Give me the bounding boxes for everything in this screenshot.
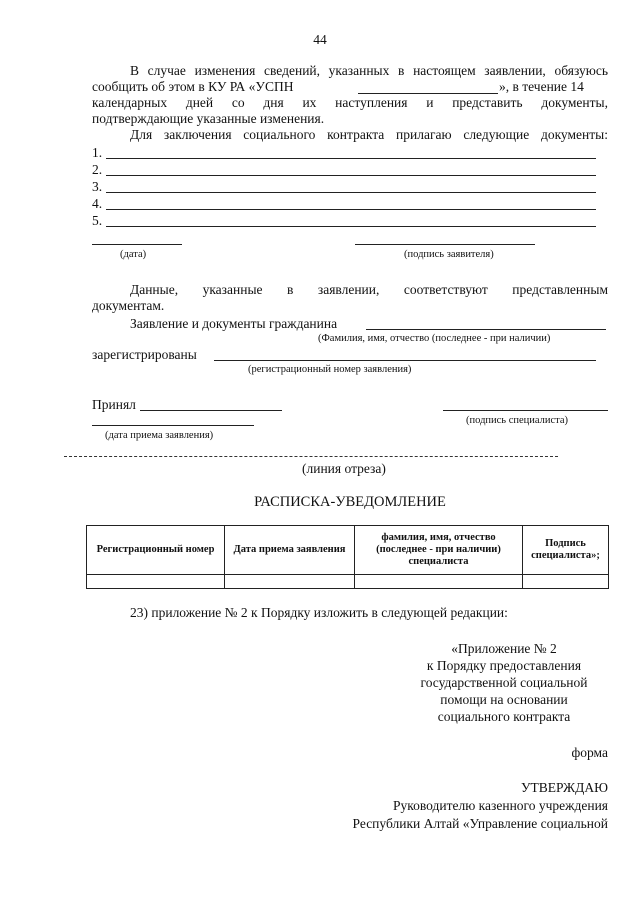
header-registration-number: Регистрационный номер: [87, 526, 225, 575]
approve-line-2: Республики Алтай «Управление социальной: [352, 816, 608, 831]
paragraph-line-1: В случае изменения сведений, указанных в настоящем заявлении, обязуюсь: [130, 63, 608, 78]
citizen-name-line: [366, 329, 606, 330]
paragraph-line-2a: сообщить об этом в КУ РА «УСПН: [92, 79, 294, 94]
date-line: [92, 244, 182, 245]
approve-line-1: Руководителю казенного учреждения: [392, 798, 608, 813]
accepted-label: Принял: [92, 397, 136, 412]
header-specialist-signature: Подпись специалиста»;: [523, 526, 609, 575]
registered-label: зарегистрированы: [92, 347, 197, 362]
page-number: 44: [313, 32, 327, 47]
attachment-number: 1.: [92, 145, 103, 160]
table-cell: [355, 575, 523, 589]
registration-number-caption: (регистрационный номер заявления): [248, 364, 412, 375]
accepted-by-line: [140, 410, 282, 411]
applicant-signature-line: [355, 244, 535, 245]
attachment-number: 2.: [92, 162, 103, 177]
appendix-line-4: помощи на основании: [440, 692, 568, 707]
attachment-line: [106, 226, 596, 227]
item-23: 23) приложение № 2 к Порядку изложить в следующей редакции:: [130, 605, 508, 620]
approve-title: УТВЕРЖДАЮ: [520, 780, 608, 795]
attachment-line: [106, 192, 596, 193]
appendix-line-3: государственной социальной: [420, 675, 588, 690]
specialist-signature-caption: (подпись специалиста): [466, 415, 569, 426]
attachment-line: [106, 158, 596, 159]
specialist-signature-line: [443, 410, 608, 411]
receipt-table: [86, 525, 609, 589]
registration-number-line: [214, 360, 596, 361]
table-row: [87, 575, 609, 589]
receipt-title: РАСПИСКА-УВЕДОМЛЕНИЕ: [254, 494, 446, 510]
header-specialist-name: фамилия, имя, отчество (последнее - при наличии) специалиста: [355, 526, 523, 575]
form-label: форма: [571, 745, 608, 760]
attachment-line: [106, 175, 596, 176]
cut-line-caption: (линия отреза): [302, 461, 386, 476]
attachment-line: [106, 209, 596, 210]
cut-line: [64, 456, 558, 457]
fio-caption: (Фамилия, имя, отчество (последнее - при наличии): [318, 333, 551, 344]
appendix-line-2: к Порядку предоставления: [426, 658, 582, 673]
paragraph-line-2b: », в течение 14: [499, 79, 584, 94]
paragraph-line-3: календарных дней со дня их наступления и представить документы,: [92, 95, 608, 110]
date-caption: (дата): [120, 249, 147, 260]
data-match-line-1: Данные, указанные в заявлении, соответствуют представленным: [130, 282, 608, 297]
attachment-number: 5.: [92, 213, 103, 228]
header-acceptance-date: Дата приема заявления: [225, 526, 355, 575]
data-match-line-2: документам.: [92, 298, 165, 313]
acceptance-date-line: [92, 425, 254, 426]
paragraph-line-4: подтверждающие указанные изменения.: [92, 111, 325, 126]
attachments-intro: Для заключения социального контракта прилагаю следующие документы:: [130, 127, 608, 142]
table-cell: [523, 575, 609, 589]
table-cell: [225, 575, 355, 589]
applicant-signature-caption: (подпись заявителя): [404, 249, 494, 260]
acceptance-date-caption: (дата приема заявления): [105, 430, 214, 441]
citizen-docs-label: Заявление и документы гражданина: [130, 316, 338, 331]
table-cell: [87, 575, 225, 589]
attachment-number: 3.: [92, 179, 103, 194]
appendix-line-5: социального контракта: [437, 709, 571, 724]
receipt-table-header-row: [87, 526, 609, 575]
appendix-line-1: «Приложение № 2: [451, 641, 557, 656]
attachment-number: 4.: [92, 196, 103, 211]
uspn-blank-line: [358, 93, 498, 94]
